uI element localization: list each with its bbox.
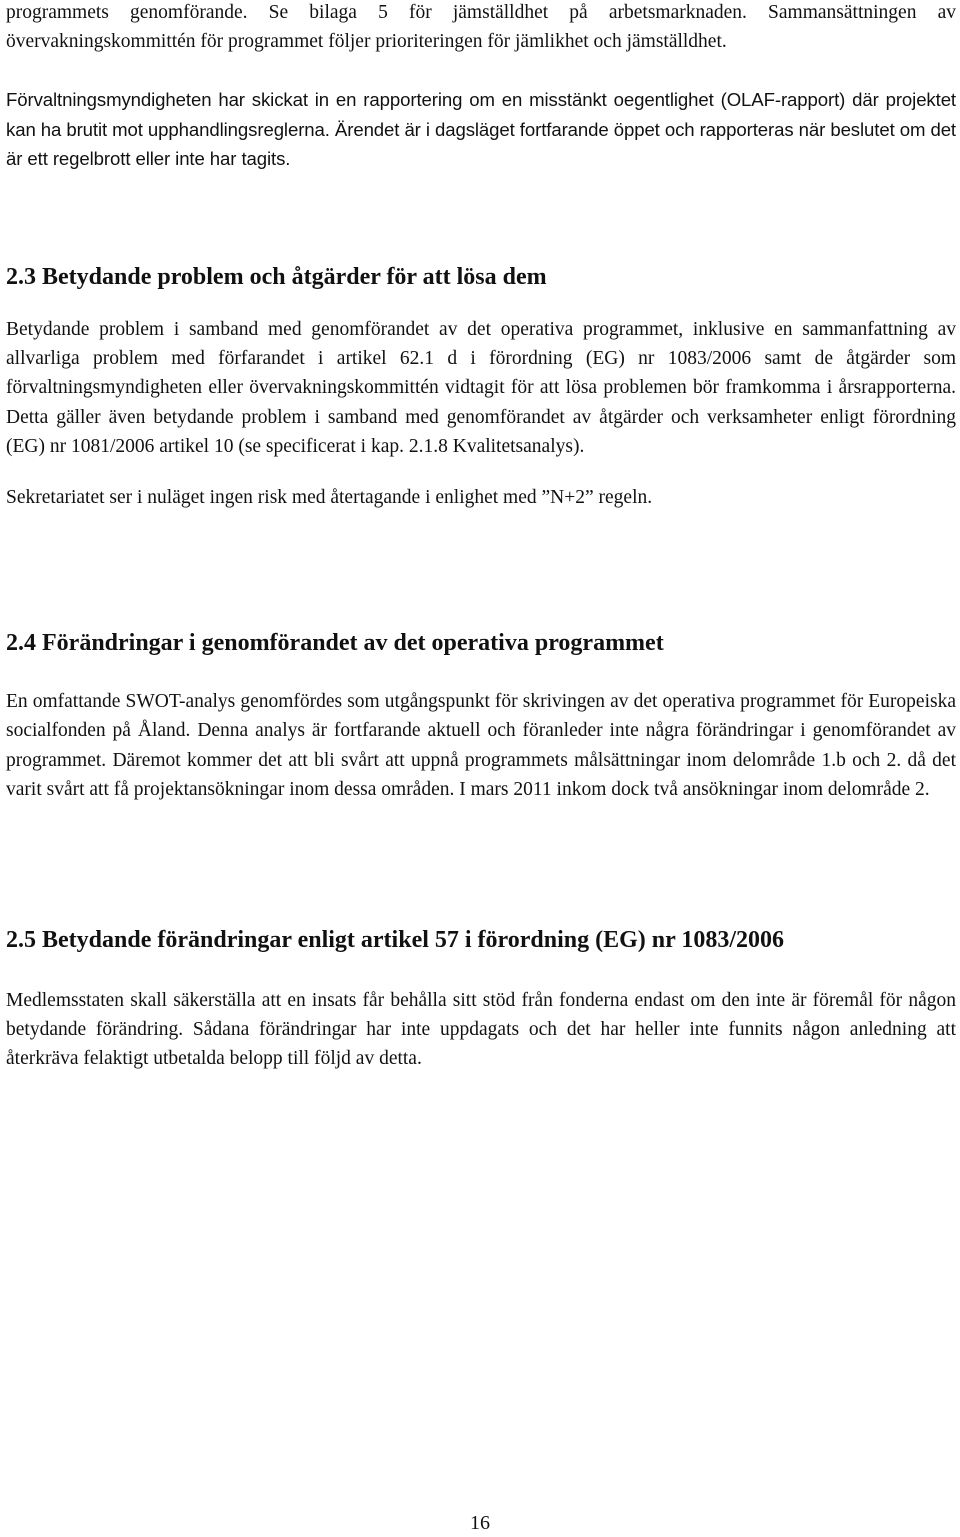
section-2-3-paragraph-2: Sekretariatet ser i nuläget ingen risk med återtagande i enlighet med ”N+2” regeln. [6,487,653,509]
section-2-3-paragraph-1: Betydande problem i samband med genomförandet av det operativa programmet, inklusive en sammanfattning av allvarliga problem med förfarandet i artikel 62.1 d i förordning (EG) nr 1083/2006 samt de åtgärder som förvaltningsmyndigheten eller övervakningskommittén vidtagit för att lösa problemen bör framkomma i årsrapporterna. Detta gäller även betydande problem i samband med genomförandet av åtgärder och verksamheter enligt förordning (EG) nr 1081/2006 artikel 10 (se specificerat i kap. 2.1.8 Kvalitetsanalys). [6,319,956,457]
olaf-paragraph: Förvaltningsmyndigheten har skickat in en rapportering om en misstänkt oegentlighet (OLAF-rapport) där projektet kan ha brutit mot upphandlingsreglerna. Ärendet är i dagsläget fortfarande öppet och rapporteras när beslutet om det är ett regelbrott eller inte har tagits. [6,89,956,169]
section-heading-2-4: 2.4 Förändringar i genomförandet av det operativa programmet [6,630,664,657]
section-2-5-paragraph-1: Medlemsstaten skall säkerställa att en insats får behålla sitt stöd från fonderna endast om den inte är föremål för någon betydande förändring. Sådana förändringar har inte uppdagats och det har heller inte funnits någon anledning att återkräva felaktigt utbetalda belopp till följd av detta. [6,990,956,1070]
section-heading-2-3: 2.3 Betydande problem och åtgärder för att lösa dem [6,264,547,291]
intro-paragraph: programmets genomförande. Se bilaga 5 för jämställdhet på arbetsmarknaden. Sammansättningen av övervakningskommittén för programmet följer prioriteringen för jämlikhet och jämställdhet. [6,2,956,53]
document-page [6,0,956,1074]
section-heading-2-5: 2.5 Betydande förändringar enligt artikel 57 i förordning (EG) nr 1083/2006 [6,927,785,954]
section-2-4-paragraph-1: En omfattande SWOT-analys genomfördes som utgångspunkt för skrivingen av det operativa programmet för Europeiska socialfonden på Åland. Denna analys är fortfarande aktuell och föranleder inte några förändringar i genomförandet av programmet. Däremot kommer det att bli svårt att uppnå programmets målsättningar inom delområde 1.b och 2. då det varit svårt att få projektansökningar inom dessa områden. I mars 2011 inkom dock två ansökningar inom delområde 2. [6,691,956,800]
page-number: 16 [470,1512,490,1534]
